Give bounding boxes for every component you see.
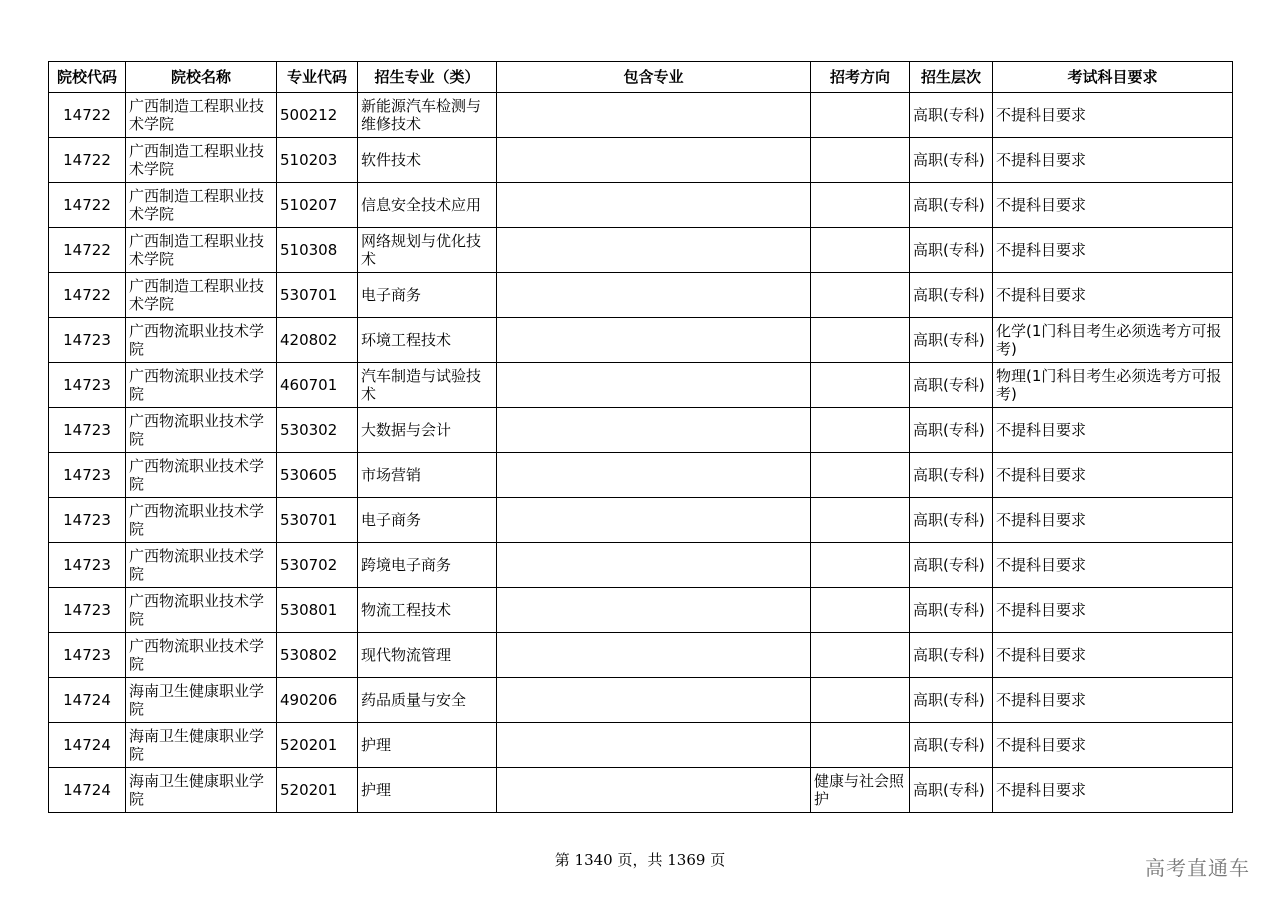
table-row [49, 723, 1233, 768]
cell-major-name: 网络规划与优化技术 [358, 228, 497, 273]
cell-requirement: 不提科目要求 [993, 228, 1233, 273]
cell-included-majors [497, 633, 811, 678]
cell-major-code: 530701 [277, 273, 358, 318]
cell-school-code: 14722 [49, 183, 126, 228]
cell-level: 高职(专科) [910, 588, 993, 633]
cell-school-name: 广西物流职业技术学院 [126, 633, 277, 678]
cell-school-name: 广西物流职业技术学院 [126, 408, 277, 453]
cell-major-name: 大数据与会计 [358, 408, 497, 453]
cell-requirement: 不提科目要求 [993, 768, 1233, 813]
cell-level: 高职(专科) [910, 228, 993, 273]
cell-school-name: 广西物流职业技术学院 [126, 318, 277, 363]
cell-major-code: 530605 [277, 453, 358, 498]
cell-major-code: 510207 [277, 183, 358, 228]
cell-included-majors [497, 138, 811, 183]
header-requirement: 考试科目要求 [993, 62, 1233, 93]
cell-school-code: 14723 [49, 453, 126, 498]
cell-school-code: 14722 [49, 273, 126, 318]
cell-major-name: 跨境电子商务 [358, 543, 497, 588]
cell-requirement: 不提科目要求 [993, 183, 1233, 228]
cell-school-name: 广西制造工程职业技术学院 [126, 273, 277, 318]
cell-school-name: 海南卫生健康职业学院 [126, 723, 277, 768]
cell-direction [811, 678, 910, 723]
cell-direction [811, 93, 910, 138]
header-level: 招生层次 [910, 62, 993, 93]
cell-direction [811, 363, 910, 408]
cell-level: 高职(专科) [910, 93, 993, 138]
cell-major-code: 500212 [277, 93, 358, 138]
cell-level: 高职(专科) [910, 273, 993, 318]
cell-level: 高职(专科) [910, 318, 993, 363]
cell-school-code: 14723 [49, 363, 126, 408]
cell-requirement: 不提科目要求 [993, 273, 1233, 318]
cell-major-code: 420802 [277, 318, 358, 363]
cell-direction [811, 453, 910, 498]
cell-level: 高职(专科) [910, 138, 993, 183]
cell-major-name: 环境工程技术 [358, 318, 497, 363]
cell-included-majors [497, 588, 811, 633]
cell-included-majors [497, 363, 811, 408]
table-row [49, 498, 1233, 543]
cell-school-code: 14724 [49, 678, 126, 723]
cell-school-code: 14724 [49, 768, 126, 813]
cell-school-code: 14723 [49, 498, 126, 543]
header-major-name: 招生专业（类） [358, 62, 497, 93]
cell-major-name: 软件技术 [358, 138, 497, 183]
cell-school-code: 14723 [49, 543, 126, 588]
header-school-name: 院校名称 [126, 62, 277, 93]
cell-major-code: 510308 [277, 228, 358, 273]
table-row [49, 273, 1233, 318]
cell-included-majors [497, 768, 811, 813]
cell-major-code: 530801 [277, 588, 358, 633]
cell-school-name: 广西物流职业技术学院 [126, 498, 277, 543]
cell-level: 高职(专科) [910, 543, 993, 588]
cell-major-code: 490206 [277, 678, 358, 723]
cell-school-code: 14723 [49, 318, 126, 363]
cell-major-name: 物流工程技术 [358, 588, 497, 633]
cell-major-code: 530702 [277, 543, 358, 588]
cell-included-majors [497, 543, 811, 588]
cell-school-name: 海南卫生健康职业学院 [126, 678, 277, 723]
admission-majors-table [48, 61, 1233, 813]
header-direction: 招考方向 [811, 62, 910, 93]
table-row [49, 318, 1233, 363]
table-row [49, 588, 1233, 633]
cell-school-code: 14723 [49, 633, 126, 678]
table-row [49, 633, 1233, 678]
cell-level: 高职(专科) [910, 363, 993, 408]
table-row [49, 138, 1233, 183]
page-number: 第 1340 页，共 1369 页 [554, 851, 726, 869]
cell-major-code: 530302 [277, 408, 358, 453]
cell-direction [811, 543, 910, 588]
cell-requirement: 不提科目要求 [993, 138, 1233, 183]
cell-major-name: 药品质量与安全 [358, 678, 497, 723]
cell-included-majors [497, 498, 811, 543]
table-row [49, 228, 1233, 273]
cell-major-name: 汽车制造与试验技术 [358, 363, 497, 408]
cell-school-code: 14723 [49, 588, 126, 633]
cell-school-code: 14723 [49, 408, 126, 453]
cell-major-name: 信息安全技术应用 [358, 183, 497, 228]
cell-major-code: 530701 [277, 498, 358, 543]
cell-requirement: 化学(1门科目考生必须选考方可报考) [993, 318, 1233, 363]
cell-requirement: 不提科目要求 [993, 633, 1233, 678]
cell-major-code: 460701 [277, 363, 358, 408]
cell-level: 高职(专科) [910, 723, 993, 768]
cell-major-name: 现代物流管理 [358, 633, 497, 678]
cell-included-majors [497, 228, 811, 273]
cell-requirement: 物理(1门科目考生必须选考方可报考) [993, 363, 1233, 408]
cell-school-name: 广西制造工程职业技术学院 [126, 138, 277, 183]
table-row [49, 93, 1233, 138]
cell-requirement: 不提科目要求 [993, 93, 1233, 138]
cell-included-majors [497, 678, 811, 723]
cell-direction [811, 138, 910, 183]
header-school-code: 院校代码 [49, 62, 126, 93]
cell-requirement: 不提科目要求 [993, 588, 1233, 633]
cell-school-name: 广西制造工程职业技术学院 [126, 228, 277, 273]
table-row [49, 678, 1233, 723]
cell-major-name: 新能源汽车检测与维修技术 [358, 93, 497, 138]
cell-level: 高职(专科) [910, 678, 993, 723]
cell-included-majors [497, 318, 811, 363]
table-body [49, 93, 1233, 813]
cell-school-name: 广西制造工程职业技术学院 [126, 93, 277, 138]
cell-school-code: 14722 [49, 93, 126, 138]
cell-major-code: 520201 [277, 768, 358, 813]
cell-major-code: 530802 [277, 633, 358, 678]
cell-direction: 健康与社会照护 [811, 768, 910, 813]
cell-included-majors [497, 408, 811, 453]
cell-requirement: 不提科目要求 [993, 453, 1233, 498]
watermark-text: 高考直通车 [1145, 856, 1250, 880]
cell-school-name: 广西物流职业技术学院 [126, 543, 277, 588]
cell-school-code: 14722 [49, 138, 126, 183]
cell-major-code: 520201 [277, 723, 358, 768]
cell-direction [811, 183, 910, 228]
cell-direction [811, 273, 910, 318]
cell-level: 高职(专科) [910, 498, 993, 543]
cell-direction [811, 723, 910, 768]
cell-school-name: 广西制造工程职业技术学院 [126, 183, 277, 228]
cell-included-majors [497, 453, 811, 498]
cell-level: 高职(专科) [910, 768, 993, 813]
table-row [49, 408, 1233, 453]
cell-level: 高职(专科) [910, 183, 993, 228]
cell-direction [811, 588, 910, 633]
table-row [49, 363, 1233, 408]
table-row [49, 183, 1233, 228]
cell-direction [811, 318, 910, 363]
cell-school-name: 广西物流职业技术学院 [126, 363, 277, 408]
cell-school-code: 14724 [49, 723, 126, 768]
table-row [49, 768, 1233, 813]
cell-requirement: 不提科目要求 [993, 678, 1233, 723]
table-row [49, 543, 1233, 588]
cell-requirement: 不提科目要求 [993, 543, 1233, 588]
cell-direction [811, 228, 910, 273]
cell-school-name: 广西物流职业技术学院 [126, 588, 277, 633]
cell-direction [811, 498, 910, 543]
cell-included-majors [497, 723, 811, 768]
cell-level: 高职(专科) [910, 408, 993, 453]
cell-major-code: 510203 [277, 138, 358, 183]
cell-direction [811, 408, 910, 453]
cell-requirement: 不提科目要求 [993, 723, 1233, 768]
cell-school-code: 14722 [49, 228, 126, 273]
cell-major-name: 市场营销 [358, 453, 497, 498]
table-header-row [49, 62, 1233, 93]
cell-major-name: 护理 [358, 768, 497, 813]
cell-requirement: 不提科目要求 [993, 498, 1233, 543]
header-major-code: 专业代码 [277, 62, 358, 93]
cell-school-name: 海南卫生健康职业学院 [126, 768, 277, 813]
cell-level: 高职(专科) [910, 633, 993, 678]
cell-included-majors [497, 183, 811, 228]
cell-direction [811, 633, 910, 678]
header-included-majors: 包含专业 [497, 62, 811, 93]
cell-major-name: 电子商务 [358, 498, 497, 543]
cell-included-majors [497, 273, 811, 318]
table-row [49, 453, 1233, 498]
cell-level: 高职(专科) [910, 453, 993, 498]
cell-major-name: 电子商务 [358, 273, 497, 318]
cell-included-majors [497, 93, 811, 138]
cell-requirement: 不提科目要求 [993, 408, 1233, 453]
cell-school-name: 广西物流职业技术学院 [126, 453, 277, 498]
cell-major-name: 护理 [358, 723, 497, 768]
